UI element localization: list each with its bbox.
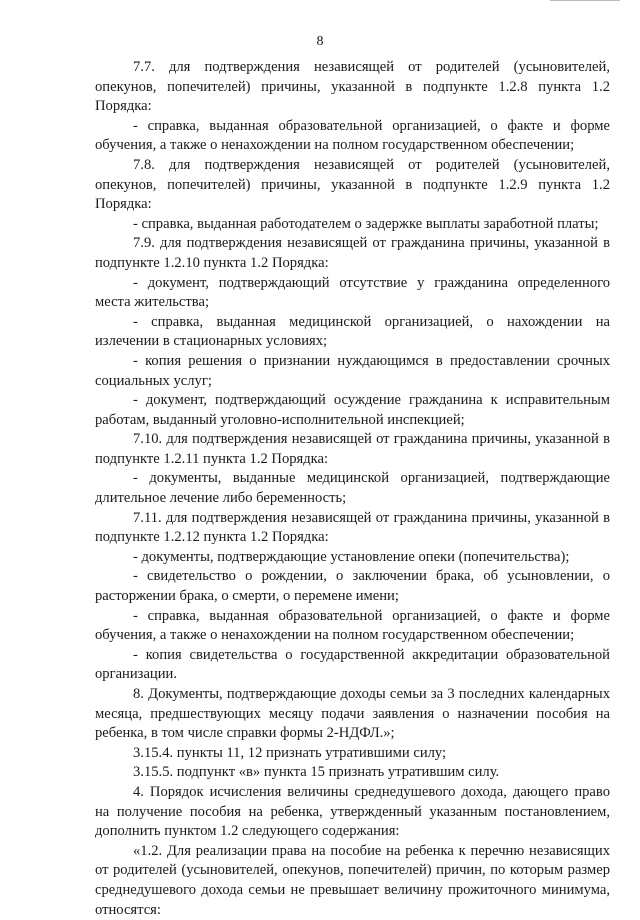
paragraph-3-15-4: 3.15.4. пункты 11, 12 признать утратившими силу; [133,744,447,761]
paragraph-item: - копия решения о признании нуждающимся в предоставлении срочных социальных услуг; [95,352,610,389]
paragraph-item: - свидетельство о рождении, о заключении брака, об усыновлении, о расторжении брака, о смерти, о перемене имени; [95,568,610,605]
paragraph-item: - справка, выданная образовательной организацией, о факте и форме обучения, а также о ненахождении на полном государственном обеспечении; [95,117,610,154]
corner-scan-mark [550,0,620,3]
paragraph-8: 8. Документы, подтверждающие доходы семьи за 3 последних календарных месяца, предшествующих месяцу подачи заявления о назначении пособия на ребенка, в том числе справки формы 2-НДФЛ.»; [95,686,610,742]
document-body [95,58,610,920]
paragraph-7-7: 7.7. для подтверждения независящей от родителей (усыновителей, опекунов, попечителей) причины, указанной в подпункте 1.2.8 пункта 1.2 Порядка: [95,59,610,115]
paragraph-item: - документ, подтверждающий осуждение гражданина к исправительным работам, выданный уголовно-исполнительной инспекцией; [95,392,610,428]
paragraph-item: - справка, выданная образовательной организацией, о факте и форме обучения, а также о ненахождении на полном государственном обеспечении; [95,607,610,644]
paragraph-item: - копия свидетельства о государственной аккредитации образовательной организации. [95,646,610,683]
paragraph-4: 4. Порядок исчисления величины среднедушевого дохода, дающего право на получение пособия на ребенка, утвержденный указанным постановлением, дополнить пунктом 1.2 следующего содержания: [95,783,610,840]
paragraph-7-9: 7.9. для подтверждения независящей от гражданина причины, указанной в подпункте 1.2.10 пункта 1.2 Порядка: [95,235,610,271]
paragraph-item: - документы, выданные медицинской организацией, подтверждающие длительное лечение либо беременность; [95,470,610,507]
paragraph-3-15-5: 3.15.5. подпункт «в» пункта 15 признать утратившим силу. [133,764,500,781]
paragraph-7-8: 7.8. для подтверждения независящей от родителей (усыновителей, опекунов, попечителей) причины, указанной в подпункте 1.2.9 пункта 1.2 Порядка: [95,156,610,213]
paragraph-7-11: 7.11. для подтверждения независящей от гражданина причины, указанной в подпункте 1.2.12 пункта 1.2 Порядка: [95,509,610,546]
paragraph-item: - справка, выданная медицинской организацией, о нахождении на излечении в стационарных условиях; [95,313,610,350]
page-number: 8 [316,34,324,49]
paragraph-item: - справка, выданная работодателем о задержке выплаты заработной платы; [133,215,599,232]
paragraph-1-2-quote: «1.2. Для реализации права на пособие на ребенка к перечню независящих от родителей (усыновителей, опекунов, попечителей) причин, по которым размер среднедушевого дохода семьи не превышает величину прожиточного минимума, относятся: [95,842,610,918]
paragraph-7-10: 7.10. для подтверждения независящей от гражданина причины, указанной в подпункте 1.2.11 пункта 1.2 Порядка: [95,431,610,467]
paragraph-item: - документы, подтверждающие установление опеки (попечительства); [133,548,570,565]
paragraph-item: - документ, подтверждающий отсутствие у гражданина определенного места жительства; [95,274,610,311]
